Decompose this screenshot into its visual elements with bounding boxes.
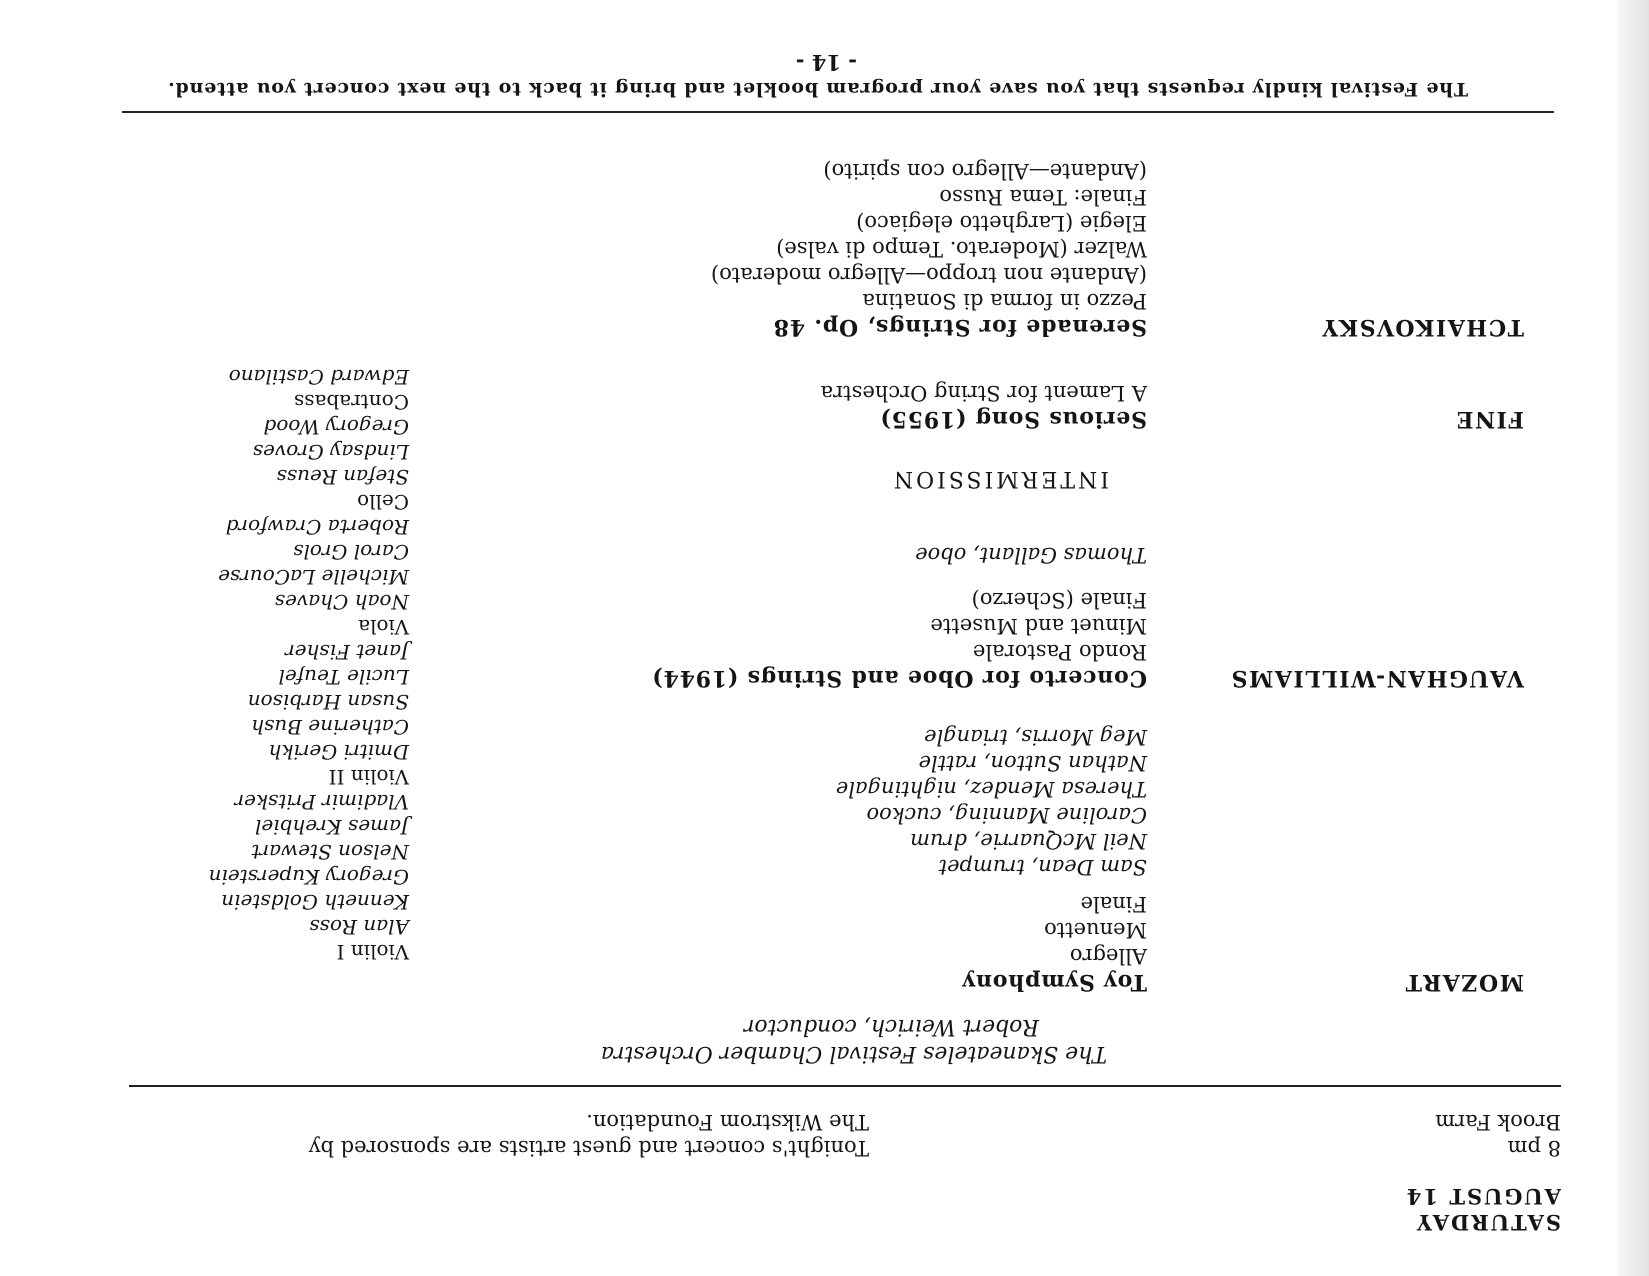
concert-date: AUGUST 14 (1404, 1184, 1561, 1209)
footer-divider (122, 111, 1554, 113)
movement: Finale (Scherzo) (971, 588, 1147, 612)
movement: (Andante non troppo—Allegro moderato) (710, 263, 1147, 287)
footer-note: The Festival kindly requests that you save your program booklet and bring it back to the next concert you attend. (167, 78, 1468, 100)
musician-name: Michelle LaCourse (218, 565, 409, 589)
composer-tchaikovsky: TCHAIKOVSKY (1320, 314, 1524, 340)
header-divider (129, 1085, 1561, 1087)
performer: Neil McQuarrie, drum (910, 829, 1147, 853)
movement: Walzer (Moderato. Tempo di valse) (776, 237, 1147, 261)
musician-name: Catherine Bush (251, 715, 409, 739)
movement: Finale: Tema Russo (939, 185, 1147, 209)
orchestra-roster (209, 364, 409, 964)
performer: Meg Morris, triangle (924, 725, 1147, 749)
section-label-violin-2: Violin II (328, 765, 409, 789)
musician-name: Gregory Kuperstein (208, 865, 409, 889)
section-label-violin-1: Violin I (336, 940, 409, 964)
movement: Minuet and Musette (930, 614, 1147, 638)
musician-name: Lucile Teufel (278, 665, 409, 689)
movement: (Andante—Allegro con spirito) (823, 159, 1147, 183)
page-number: - 14 - (795, 50, 857, 75)
musician-name: Vladimir Pritsker (234, 790, 409, 814)
work-toy-symphony: Toy Symphony (961, 969, 1147, 995)
musician-name: Carol Grols (293, 540, 409, 564)
section-label-contrabass: Contrabass (294, 390, 409, 414)
section-label-viola: Viola (358, 615, 409, 639)
musician-name: Nelson Stewart (251, 840, 409, 864)
movement: Rondo Pastorale (972, 640, 1147, 664)
musician-name: Kenneth Goldstein (221, 890, 409, 914)
musician-name: Stefan Reuss (276, 465, 409, 489)
concert-time: 8 pm (1507, 1136, 1561, 1160)
orchestra-name: The Skaneateles Festival Chamber Orchestra (600, 1041, 1107, 1066)
page-binding-edge (1618, 0, 1649, 1276)
musician-name: Noah Chaves (274, 590, 409, 614)
movement: Menuetto (1044, 918, 1147, 942)
composer-mozart: MOZART (1404, 969, 1524, 995)
composer-vaughan-williams: VAUGHAN-WILLIAMS (1230, 665, 1524, 691)
musician-name: Janet Fisher (285, 640, 409, 664)
musician-name: Gregory Wood (263, 415, 409, 439)
performer: Sam Dean, trumpet (938, 855, 1147, 879)
intermission: INTERMISSION (890, 466, 1109, 491)
movement: Allegro (1069, 944, 1147, 968)
movement: Finale (1080, 892, 1147, 916)
composer-fine: FINE (1455, 406, 1524, 432)
work-serenade-for-strings: Serenade for Strings, Op. 48 (772, 314, 1147, 340)
soloist: Thomas Gallant, oboe (915, 543, 1147, 567)
sponsor-line-1: Tonight's concert and guest artists are sponsored by (308, 1136, 869, 1160)
work-serious-song: Serious Song (1955) (879, 406, 1147, 432)
concert-venue: Brook Farm (1435, 1110, 1561, 1134)
sponsor-line-2: The Wikstrom Foundation. (586, 1110, 869, 1134)
performer: Caroline Manning, cuckoo (866, 803, 1147, 827)
section-label-cello: Cello (357, 490, 409, 514)
musician-name: James Krehbiel (254, 815, 409, 839)
concert-day: SATURDAY (1414, 1210, 1561, 1235)
musician-name: Alan Ross (309, 915, 409, 939)
musician-name: Lindsay Groves (252, 440, 409, 464)
work-oboe-concerto: Concerto for Oboe and Strings (1944) (651, 665, 1147, 691)
musician-name: Edward Castilano (228, 365, 409, 389)
musician-name: Roberta Crawford (225, 515, 409, 539)
performer: Theresa Mendez, nightingale (835, 777, 1147, 801)
movement: Elegie (Larghetto elegiaco) (856, 211, 1147, 235)
movement: Pezzo in forma di Sonatina (862, 289, 1147, 313)
musician-name: Susan Harbison (247, 690, 409, 714)
performer: Nathan Sutton, rattle (918, 751, 1147, 775)
work-subtitle: A Lament for String Orchestra (820, 381, 1147, 405)
conductor: Robert Weirich, conductor (743, 1014, 1039, 1039)
musician-name: Dmitri Gerikh (268, 740, 409, 764)
